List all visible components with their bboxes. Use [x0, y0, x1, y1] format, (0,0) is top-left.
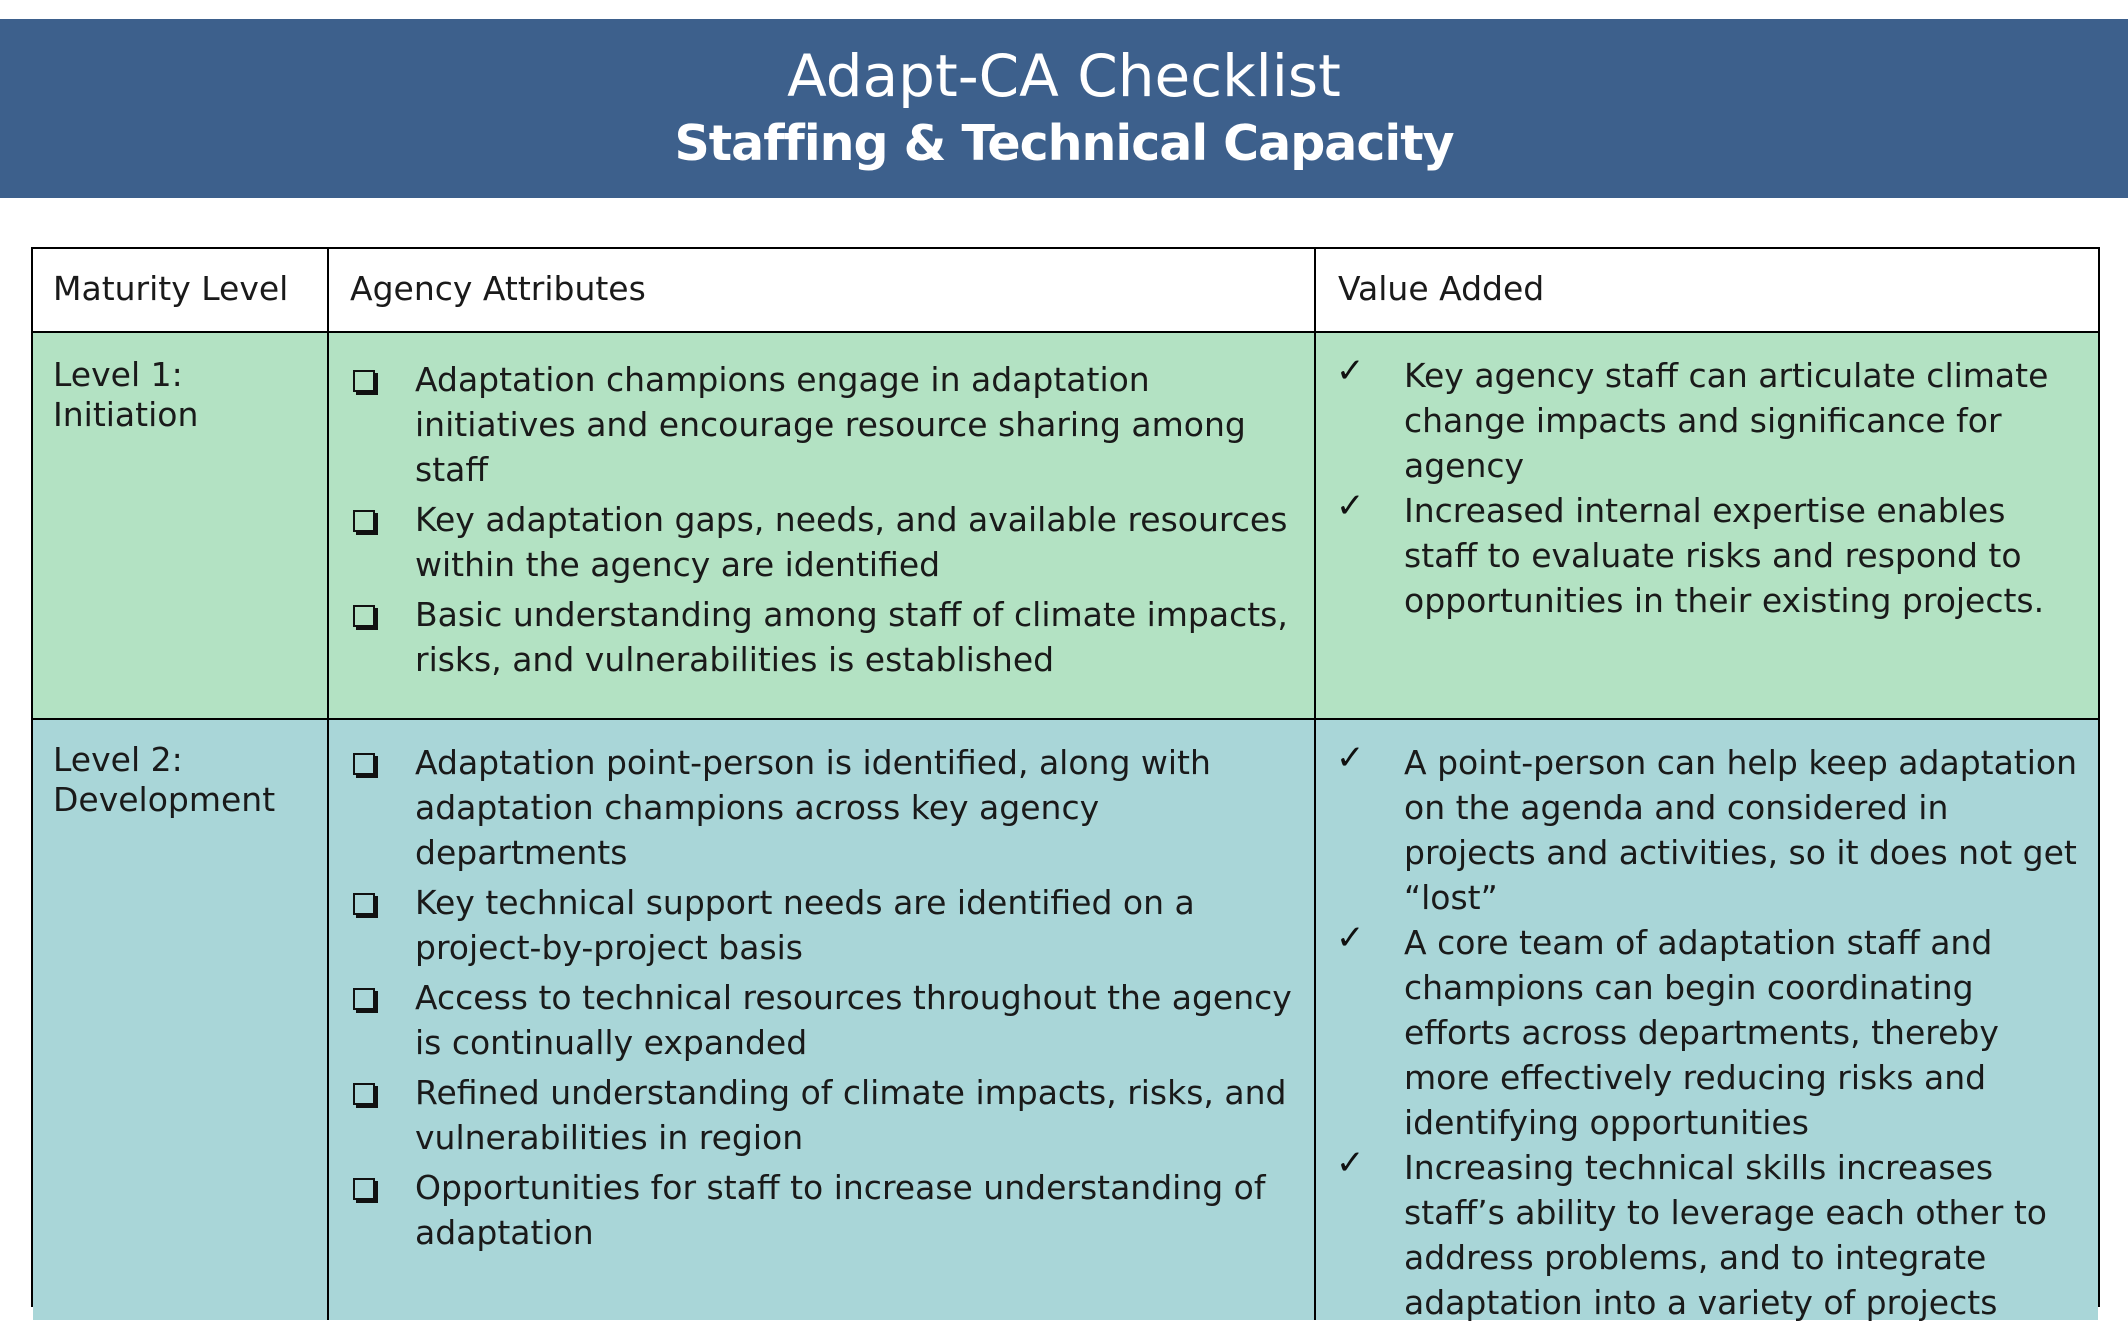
checkmark-icon: ✓ — [1336, 486, 1365, 526]
attribute-text: Adaptation champions engage in adaptation initiatives and encourage resource sharing among staff — [415, 360, 1246, 489]
column-header: Agency Attributes — [350, 269, 646, 308]
list-item — [1316, 488, 2098, 623]
checkbox-icon — [353, 510, 375, 532]
list-item — [329, 592, 1314, 682]
attributes-list — [329, 357, 1314, 687]
list-item — [1316, 353, 2098, 488]
attribute-text: Basic understanding among staff of climate impacts, risks, and vulnerabilities is established — [415, 595, 1288, 679]
attribute-text: Refined understanding of climate impacts, risks, and vulnerabilities in region — [415, 1073, 1287, 1157]
list-item — [329, 740, 1314, 875]
header-cell-agency-attributes — [329, 249, 1316, 331]
value-text: Increasing technical skills increases staff’s ability to leverage each other to address problems, and to integrate adaptation into a variety of projects — [1404, 1148, 2047, 1322]
list-item — [1316, 920, 2098, 1145]
value-added-list — [1316, 740, 2098, 1325]
column-header: Value Added — [1338, 269, 1545, 308]
page-title: Adapt-CA Checklist — [787, 42, 1341, 110]
checkbox-icon — [353, 1083, 375, 1105]
title-banner — [0, 19, 2128, 198]
attribute-text: Key technical support needs are identified on a project-by-project basis — [415, 883, 1195, 967]
checkmark-icon: ✓ — [1336, 738, 1365, 778]
level-name: Initiation — [53, 395, 199, 434]
value-text: Increased internal expertise enables staff to evaluate risks and respond to opportunities in their existing projects. — [1404, 491, 2045, 620]
checkbox-icon — [353, 370, 375, 392]
checkbox-icon — [353, 988, 375, 1010]
list-item — [329, 1070, 1314, 1160]
value-added-list — [1316, 353, 2098, 623]
level-number: Level 1: — [53, 355, 183, 394]
checkmark-icon: ✓ — [1336, 1143, 1365, 1183]
value-text: A point-person can help keep adaptation on the agenda and considered in projects and activities, so it does not get “lost” — [1404, 743, 2078, 917]
list-item — [1316, 1145, 2098, 1325]
agency-attributes-cell — [329, 333, 1316, 718]
header-cell-maturity-level — [33, 249, 329, 331]
maturity-level-label — [53, 355, 198, 435]
column-header: Maturity Level — [53, 269, 289, 308]
attribute-text: Opportunities for staff to increase understanding of adaptation — [415, 1168, 1266, 1252]
value-text: A core team of adaptation staff and champions can begin coordinating efforts across departments, thereby more effectively reducing risks and identifying opportunities — [1404, 923, 1999, 1142]
header-cell-value-added — [1316, 249, 2098, 331]
value-text: Key agency staff can articulate climate change impacts and significance for agency — [1404, 356, 2049, 485]
table-row-level-2 — [33, 720, 2098, 1320]
maturity-level-label — [53, 740, 275, 820]
list-item — [329, 975, 1314, 1065]
attributes-list — [329, 740, 1314, 1260]
agency-attributes-cell — [329, 720, 1316, 1320]
checkbox-icon — [353, 893, 375, 915]
attribute-text: Access to technical resources throughout the agency is continually expanded — [415, 978, 1292, 1062]
value-added-cell — [1316, 720, 2098, 1320]
maturity-level-cell — [33, 720, 329, 1320]
checkbox-icon — [353, 1178, 375, 1200]
checkmark-icon: ✓ — [1336, 351, 1365, 391]
level-name: Development — [53, 780, 276, 819]
page-subtitle: Staffing & Technical Capacity — [674, 115, 1454, 172]
checkmark-icon: ✓ — [1336, 918, 1365, 958]
attribute-text: Adaptation point-person is identified, along with adaptation champions across key agency departments — [415, 743, 1211, 872]
maturity-level-cell — [33, 333, 329, 718]
attribute-text: Key adaptation gaps, needs, and available resources within the agency are identified — [415, 500, 1288, 584]
level-number: Level 2: — [53, 740, 183, 779]
checklist-table — [31, 247, 2100, 1322]
list-item — [329, 497, 1314, 587]
list-item — [329, 880, 1314, 970]
table-header-row — [33, 249, 2098, 333]
checkbox-icon — [353, 753, 375, 775]
checkbox-icon — [353, 605, 375, 627]
top-margin — [0, 0, 2128, 19]
value-added-cell — [1316, 333, 2098, 718]
list-item — [1316, 740, 2098, 920]
list-item — [329, 357, 1314, 492]
list-item — [329, 1165, 1314, 1255]
table-row-level-1 — [33, 333, 2098, 720]
